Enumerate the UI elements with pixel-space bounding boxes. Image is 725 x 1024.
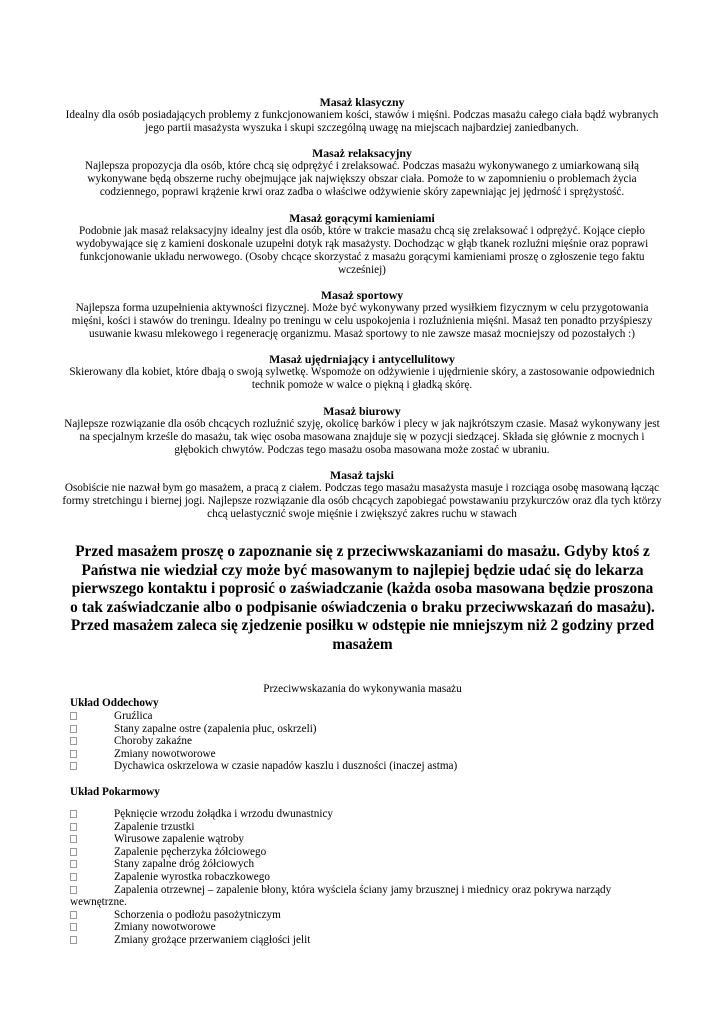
list-item: Zmiany grożące przerwaniem ciągłości jelit — [70, 934, 670, 947]
section-text: Podobnie jak masaż relaksacyjny idealny jest dla osób, które w trakcie masażu chcą się zrelaksować i odprężyć. Kojące ciepło wydobywające się z kamieni doskonale uzupełni dotyk rąk masażysty. Dochodząc w głąb tkanek rozluźni mięśnie oraz poprawi funkcjonowanie układu nerwowego. (Osoby chcące skorzystać z masażu gorącymi kamieniami proszę o zgłoszenie tego faktu wcześniej) — [75, 225, 649, 276]
list-item: Wirusowe zapalenie wątroby — [70, 833, 670, 846]
list-item: Zapalenie wyrostka robaczkowego — [70, 871, 670, 884]
list-item: Zapalenie trzustki — [70, 821, 670, 834]
list-item: Dychawica oskrzelowa w czasie napadów kaszlu i duszności (inaczej astma) — [70, 760, 670, 773]
checkbox-icon — [70, 873, 77, 881]
section-title: Masaż tajski — [330, 468, 394, 482]
section-title: Masaż relaksacyjny — [312, 146, 412, 160]
list-item: Zapalenia otrzewnej – zapalenie błony, która wyściela ściany jamy brzusznej i miednicy oraz pokrywa narządy wewnętrzne. — [70, 883, 612, 909]
checkbox-icon — [70, 936, 77, 944]
section-text: Najlepsze rozwiązanie dla osób chcących rozluźnić szyję, okolicę barków i plecy w jak najkrótszym czasie. Masaż wykonywany jest na specjalnym krześle do masażu, tak więc osoba masowana znajduje się w pozycji siedzącej. Składa się głównie z mocnych i głębokich chwytów. Podczas tego masażu osoba masowana może zostać w ubraniu. — [64, 418, 660, 456]
notice-text: Przed masażem proszę o zapoznanie się z przeciwwskazaniami do masażu. Gdyby ktoś z Państwa nie wiedział czy może być masowanym to najlepiej będzie udać się do lekarza pierwszego kontaktu i poprosić o zaświadczanie (każda osoba masowana będzie proszona o tak zaświadczanie albo o podpisanie oświadczenia o braku przeciwwskazań do masażu). Przed masażem zaleca się zjedzenie posiłku w odstępie nie mniejszym niż 2 godziny przed masażem — [70, 543, 655, 653]
section-text: Skierowany dla kobiet, które dbają o swoją sylwetkę. Wspomoże on odżywienie i ujędrnienie skóry, a zastosowanie odpowiednich technik pomoże w walce o piękną i gładką skórę. — [69, 366, 655, 391]
list-item: Zapalenie pęcherzyka żółciowego — [70, 846, 670, 859]
section-masaz-ujedrniajacy — [62, 352, 662, 392]
checkbox-icon — [70, 911, 77, 919]
group-title-oddechowy: Układ Oddechowy — [70, 697, 159, 709]
checkbox-icon — [70, 923, 77, 931]
checkbox-icon — [70, 737, 77, 745]
section-title: Masaż klasyczny — [319, 95, 405, 109]
list-pokarmowy — [70, 808, 670, 947]
section-text: Najlepsza forma uzupełnienia aktywności fizycznej. Może być wykonywany przed wysiłkiem fizycznym w celu przygotowania mięśni, kości i stawów do treningu. Idealny po treningu w celu uspokojenia i rozluźnienia mięśni. Masaż ten ponadto przyśpieszy usuwanie kwasu mlekowego i regenerację organizmu. Masaż sportowy to nie zawsze masaż mocniejszy od pozostałych :) — [71, 302, 653, 340]
list-item: Stany zapalne ostre (zapalenia płuc, oskrzeli) — [70, 723, 670, 736]
group-title-pokarmowy: Układ Pokarmowy — [70, 786, 160, 798]
section-masaz-relaksacyjny — [62, 146, 662, 199]
contraindications-title: Przeciwwskazania do wykonywania masażu — [263, 683, 462, 695]
checkbox-icon — [70, 860, 77, 868]
section-text: Osobiście nie nazwał bym go masażem, a pracą z ciałem. Podczas tego masażu masażysta masuje i rozciąga osobę masowaną łącząc formy stretchingu i biernej jogi. Najlepsze rozwiązanie dla osób chcących zapobiegać powstawaniu przykurczów oraz dla tych ktörzy chcą uelastycznić swoje mięśnie i zwiększyć zakres ruchu w stawach — [62, 482, 662, 520]
section-masaz-klasyczny — [62, 95, 662, 135]
section-masaz-sportowy — [62, 288, 662, 341]
list-item: Zmiany nowotworowe — [70, 921, 670, 934]
checkbox-icon — [70, 725, 77, 733]
checkbox-icon — [70, 886, 77, 894]
checkbox-icon — [70, 712, 77, 720]
section-title: Masaż biurowy — [323, 404, 401, 418]
checkbox-icon — [70, 762, 77, 770]
section-masaz-kamieniami — [62, 211, 662, 277]
list-item: Gruźlica — [70, 710, 670, 723]
checkbox-icon — [70, 823, 77, 831]
checkbox-icon — [70, 835, 77, 843]
checkbox-icon — [70, 750, 77, 758]
section-masaz-tajski — [62, 468, 662, 521]
checkbox-icon — [70, 810, 77, 818]
section-text: Najlepsza propozycja dla osób, które chcą się odprężyć i zrelaksować. Podczas masażu wykonywanego z umiarkowaną siłą wykonywane będą obszerne ruchy obejmujące jak największy obszar ciała. Pomoże to w zapomnieniu o problemach życia codziennego, poprawi krążenie krwi oraz zadba o właściwe odżywienie skóry zapewniając jej jędrność i sprężystość. — [85, 160, 639, 198]
section-masaz-biurowy — [62, 404, 662, 457]
list-item: Schorzenia o podłożu pasożytniczym — [70, 909, 670, 922]
section-title: Masaż gorącymi kamieniami — [289, 211, 435, 225]
section-text: Idealny dla osób posiadających problemy z funkcjonowaniem kości, stawów i mięśni. Podczas masażu całego ciała bądź wybranych jego partii masażysta wyszuka i skupi szczególną uwagę na miejscach najbardziej zaniedbanych. — [65, 109, 659, 134]
checkbox-icon — [70, 848, 77, 856]
section-title: Masaż ujędrniający i antycellulitowy — [269, 352, 455, 366]
list-item: Stany zapalne dróg żółciowych — [70, 858, 670, 871]
list-item: Choroby zakaźne — [70, 735, 670, 748]
list-oddechowy — [70, 710, 670, 773]
list-item: Zmiany nowotworowe — [70, 748, 670, 761]
list-item: Pęknięcie wrzodu żołądka i wrzodu dwunastnicy — [70, 808, 670, 821]
section-title: Masaż sportowy — [320, 288, 404, 302]
